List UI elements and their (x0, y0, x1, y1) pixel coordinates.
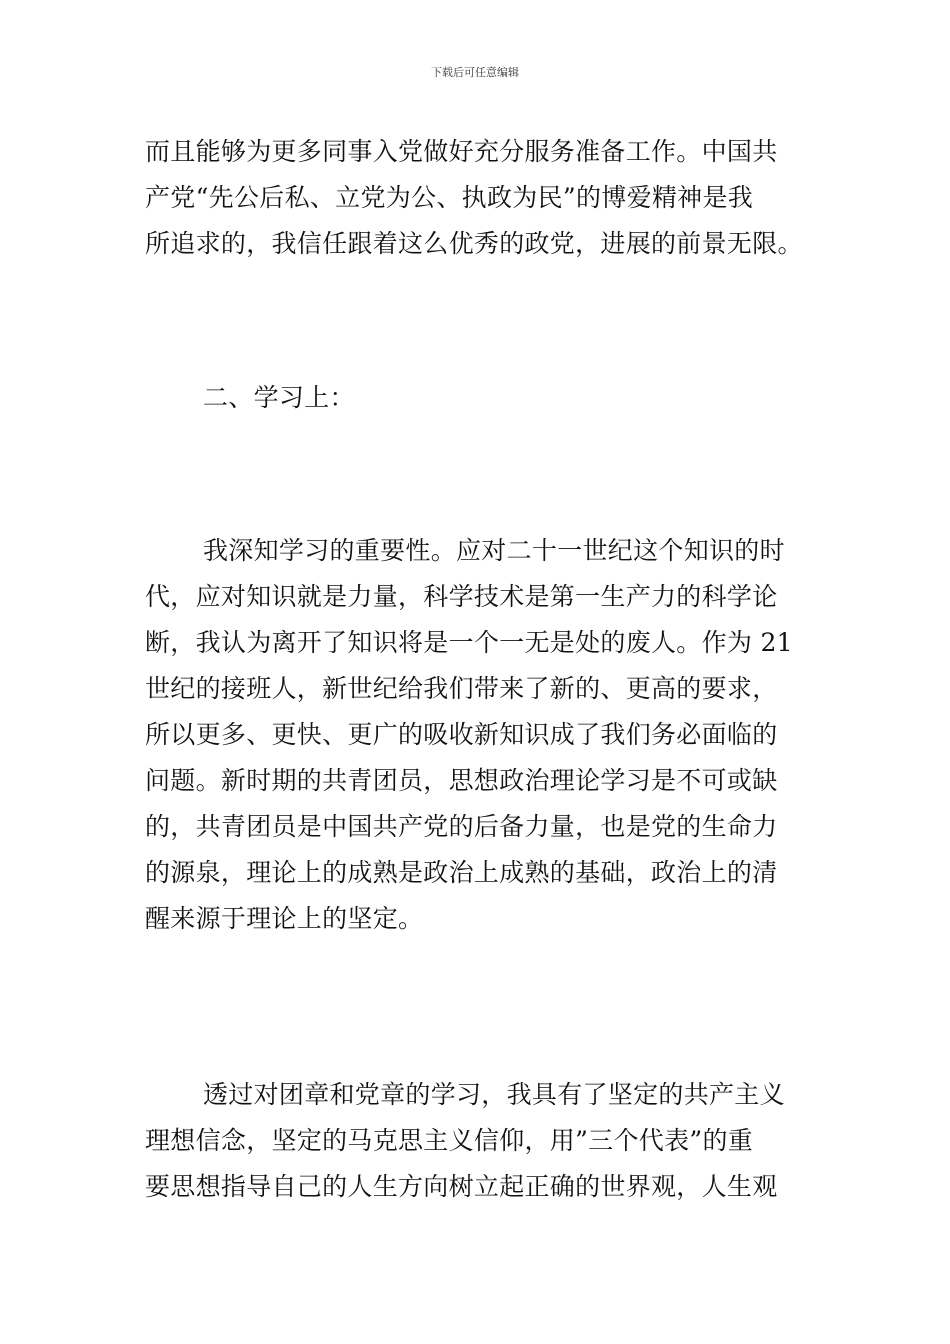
paragraph-2-line-8: 的源泉，理论上的成熟是政治上成熟的基础，政治上的清 (145, 858, 778, 887)
paragraph-3-line-1: 透过对团章和党章的学习，我具有了坚定的共产主义 (203, 1080, 785, 1109)
page-header: 下载后可任意编辑 (431, 66, 519, 79)
paragraph-2-line-7: 的，共青团员是中国共产党的后备力量，也是党的生命力 (145, 812, 778, 841)
section-heading: 二、学习上： (203, 383, 355, 412)
paragraph-2-line-5: 所以更多、更快、更广的吸收新知识成了我们务必面临的 (145, 720, 778, 749)
paragraph-1-line-1: 而且能够为更多同事入党做好充分服务准备工作。中国共 (145, 137, 778, 166)
paragraph-3-line-2: 理想信念，坚定的马克思主义信仰，用”三个代表”的重 (145, 1126, 754, 1155)
paragraph-3-line-3: 要思想指导自己的人生方向树立起正确的世界观，人生观 (145, 1172, 778, 1201)
paragraph-1-line-3: 所追求的，我信任跟着这么优秀的政党，进展的前景无限。 (145, 229, 803, 258)
paragraph-2-line-3: 断，我认为离开了知识将是一个一无是处的废人。作为 21 (145, 628, 793, 657)
paragraph-2-line-1: 我深知学习的重要性。应对二十一世纪这个知识的时 (203, 536, 785, 565)
paragraph-2-line-2: 代，应对知识就是力量，科学技术是第一生产力的科学论 (145, 582, 778, 611)
paragraph-2-line-6: 问题。新时期的共青团员，思想政治理论学习是不可或缺 (145, 766, 778, 795)
paragraph-2-line-9: 醒来源于理论上的坚定。 (145, 904, 424, 933)
paragraph-1-line-2: 产党“先公后私、立党为公、执政为民”的博爱精神是我 (145, 183, 754, 212)
paragraph-2-line-4: 世纪的接班人，新世纪给我们带来了新的、更高的要求， (145, 674, 778, 703)
